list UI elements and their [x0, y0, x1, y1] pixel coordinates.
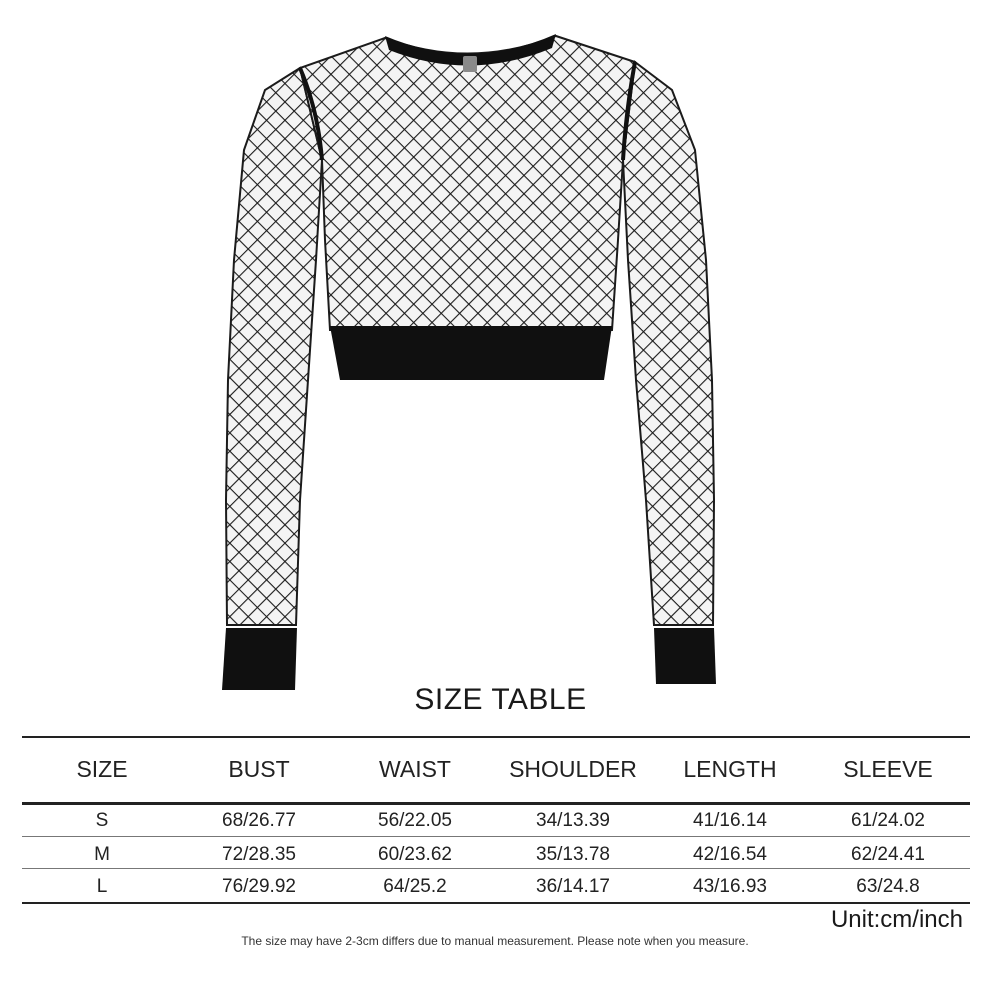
table-header-cell: WAIST	[379, 756, 451, 782]
table-rule	[22, 736, 970, 738]
table-cell: 35/13.78	[536, 844, 610, 865]
table-rule	[22, 902, 970, 904]
table-header-cell: SIZE	[76, 756, 128, 782]
right-cuff	[654, 628, 716, 684]
table-cell: 41/16.14	[693, 810, 767, 831]
table-rule	[22, 868, 970, 869]
table-header-cell: BUST	[228, 756, 290, 782]
table-cell: 64/25.2	[383, 876, 447, 897]
table-cell: 72/28.35	[222, 844, 296, 865]
table-cell: 61/24.02	[851, 810, 925, 831]
table-rule	[22, 836, 970, 837]
table-cell: 36/14.17	[536, 876, 610, 897]
table-cell: 43/16.93	[693, 876, 767, 897]
label-tag	[463, 56, 477, 72]
table-cell: 56/22.05	[378, 810, 452, 831]
table-cell: 62/24.41	[851, 844, 925, 865]
table-cell: 63/24.8	[856, 876, 920, 897]
table-cell: 68/26.77	[222, 810, 296, 831]
table-cell: 42/16.54	[693, 844, 767, 865]
waist-band	[330, 326, 612, 380]
measurement-note: The size may have 2-3cm differs due to manual measurement. Please note when you measure.	[241, 934, 749, 948]
size-table-title: SIZE TABLE	[414, 683, 587, 716]
table-header-cell: SHOULDER	[509, 756, 637, 782]
table-header-cell: SLEEVE	[843, 756, 933, 782]
table-cell: 76/29.92	[222, 876, 296, 897]
table-cell: 60/23.62	[378, 844, 452, 865]
table-cell: M	[94, 844, 110, 865]
table-cell: L	[96, 876, 108, 897]
table-cell: 34/13.39	[536, 810, 610, 831]
table-header-cell: LENGTH	[683, 756, 777, 782]
table-rule	[22, 802, 970, 805]
table-cell: S	[95, 810, 109, 831]
unit-label: Unit:cm/inch	[830, 906, 963, 933]
left-cuff	[222, 628, 297, 690]
